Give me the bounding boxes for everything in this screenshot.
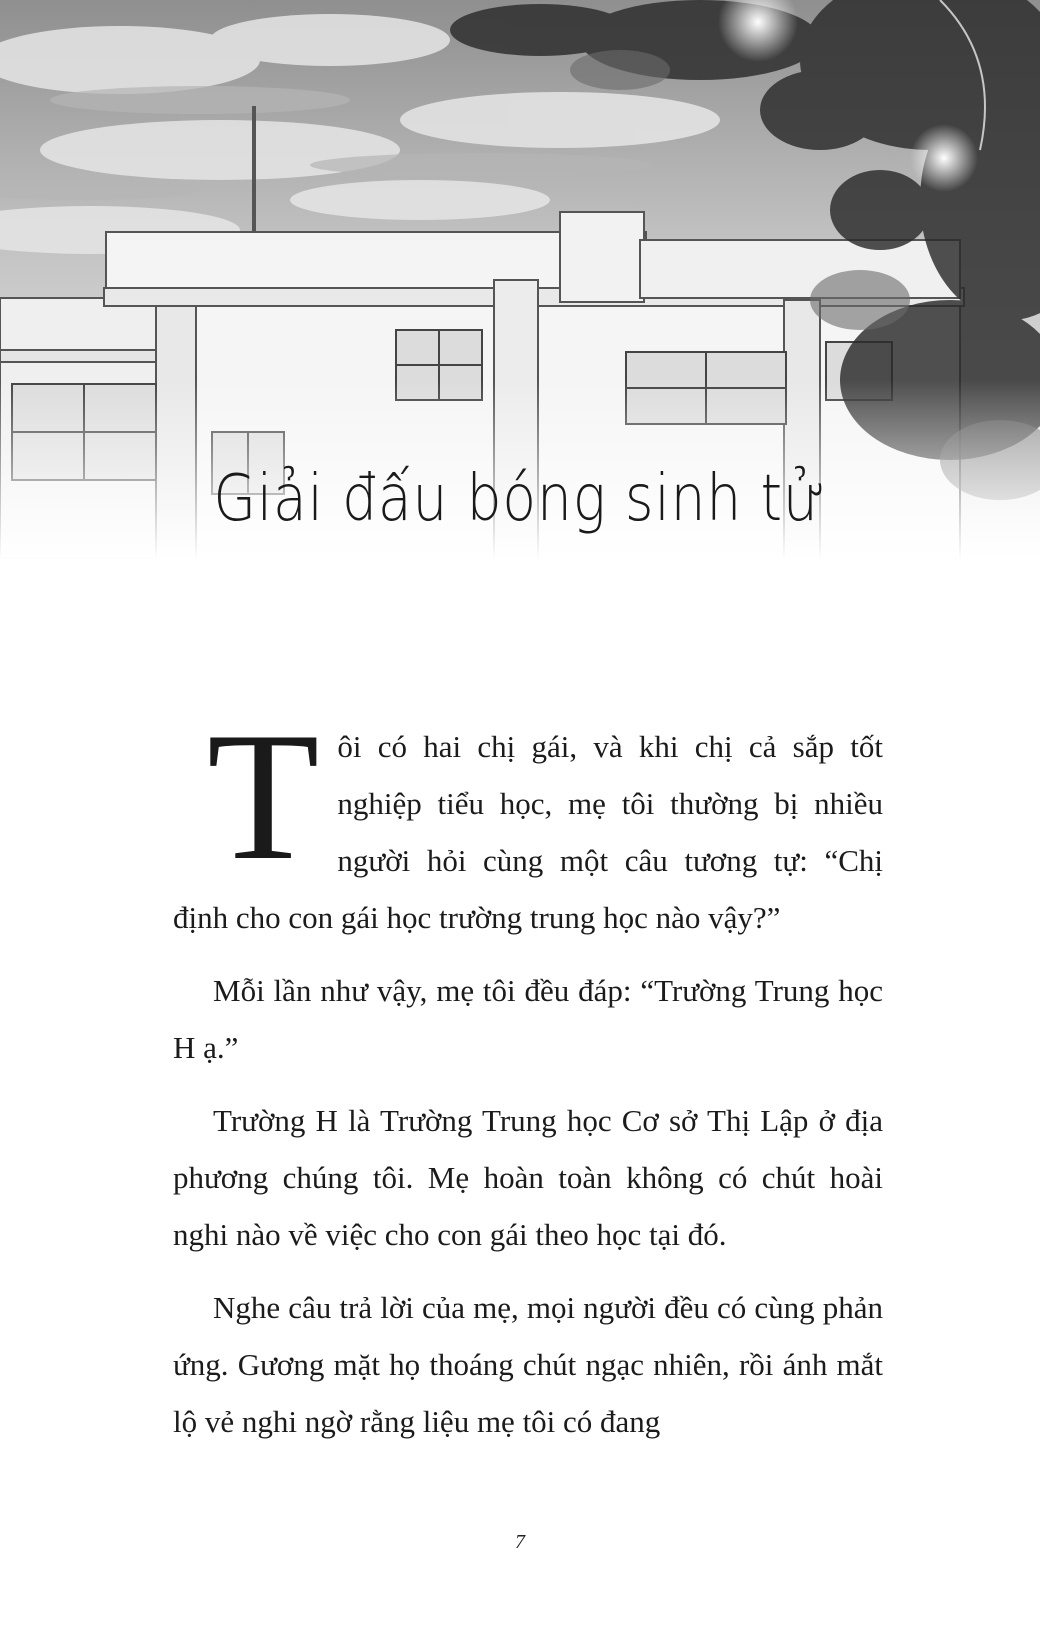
paragraph-3: Trường H là Trường Trung học Cơ sở Thị Lập ở địa phương chúng tôi. Mẹ hoàn toàn không có chút hoài nghi nào về việc cho con gái theo học tại đó.	[173, 1103, 883, 1252]
chapter-title: Giải đấu bóng sinh tử	[213, 462, 827, 536]
chapter-body	[173, 694, 883, 1466]
paragraph-1-text: ôi có hai chị gái, và khi chị cả sắp tốt nghiệp tiểu học, mẹ tôi thường bị nhiều người hỏi cùng một câu tương tự: “Chị định cho con gái học trường trung học nào vậy?”	[173, 729, 883, 935]
paragraph-2: Mỗi lần như vậy, mẹ tôi đều đáp: “Trường Trung học H ạ.”	[173, 973, 883, 1065]
paragraph-4: Nghe câu trả lời của mẹ, mọi người đều có cùng phản ứng. Gương mặt họ thoáng chút ngạc nhiên, rồi ánh mắt lộ vẻ nghi ngờ rằng liệu mẹ tôi có đang	[173, 1290, 883, 1439]
page-number: 7	[515, 1531, 525, 1553]
drop-cap: T	[207, 694, 320, 898]
paragraph-1	[173, 694, 883, 946]
